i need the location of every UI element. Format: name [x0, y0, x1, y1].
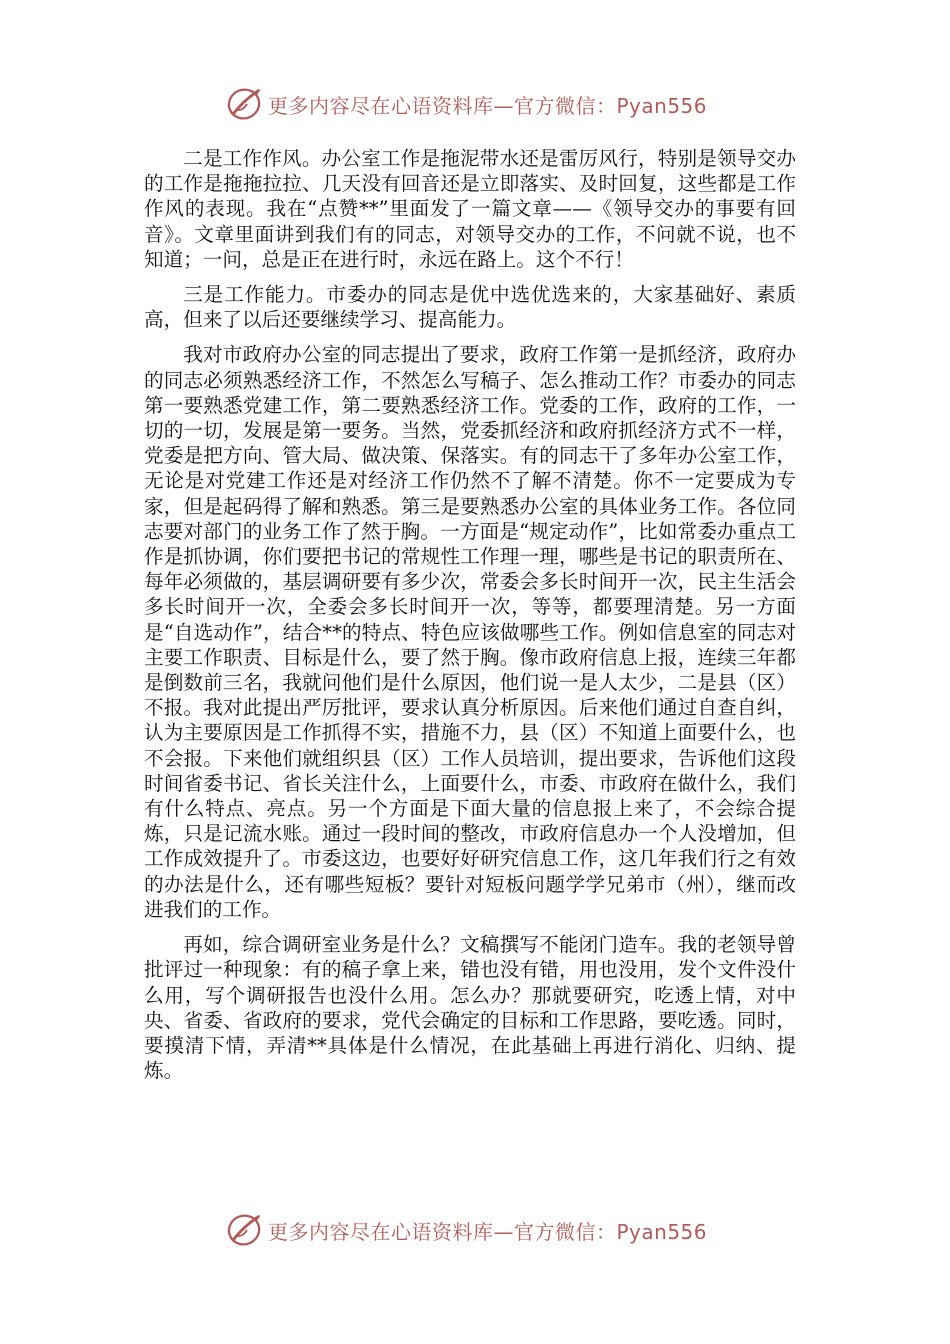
logo-icon: [226, 85, 264, 123]
document-body: [144, 146, 796, 1093]
paragraph-work-ability: 三是工作能力。市委办的同志是优中选优选来的，大家基础好、素质高，但来了以后还要继续学习、提高能力。: [144, 283, 796, 332]
logo-icon: [226, 1211, 264, 1249]
paragraph-research-office: 再如，综合调研室业务是什么？文稿撰写不能闭门造车。我的老领导曾批评过一种现象：有的稿子拿上来，错也没有错，用也没用，发个文件没什么用，写个调研报告也没什么用。怎么办？那就要研究，吃透上情，对中央、省委、省政府的要求，党代会确定的目标和工作思路，要吃透。同时，要摸清下情，弄清**具体是什么情况，在此基础上再进行消化、归纳、提炼。: [144, 933, 796, 1083]
paragraph-work-style: 二是工作作风。办公室工作是拖泥带水还是雷厉风行，特别是领导交办的工作是拖拖拉拉、几天没有回音还是立即落实、及时回复，这些都是工作作风的表现。我在“点赞**”里面发了一篇文章——《领导交办的事要有回音》。文章里面讲到我们有的同志，对领导交办的工作，不问就不说，也不知道；一问，总是正在进行时，永远在路上。这个不行！: [144, 147, 796, 271]
header-banner-text: 更多内容尽在心语资料库—官方微信：Pyan556: [268, 93, 708, 118]
footer-banner: [226, 1210, 746, 1250]
paragraph-requirements: 我对市政府办公室的同志提出了要求，政府工作第一是抓经济，政府办的同志必须熟悉经济工作，不然怎么写稿子、怎么推动工作？市委办的同志第一要熟悉党建工作，第二要熟悉经济工作。党委的工作，政府的工作，一切的一切，发展是第一要务。当然，党委抓经济和政府抓经济方式不一样，党委是把方向、管大局、做决策、保落实。有的同志干了多年办公室工作，无论是对党建工作还是对经济工作仍然不了解不清楚。你不一定要成为专家，但是起码得了解和熟悉。第三是要熟悉办公室的具体业务工作。各位同志要对部门的业务工作了然于胸。一方面是“规定动作”，比如常委办重点工作是抓协调，你们要把书记的常规性工作理一理，哪些是书记的职责所在、每年必须做的，基层调研要有多少次，常委会多长时间开一次，民主生活会多长时间开一次，全委会多长时间开一次，等等，都要理清楚。另一方面是“自选动作”，结合**的特点、特色应该做哪些工作。例如信息室的同志对主要工作职责、目标是什么，要了然于胸。像市政府信息上报，连续三年都是倒数前三名，我就问他们是什么原因，他们说一是人太少，二是县（区）不报。我对此提出严厉批评，要求认真分析原因。后来他们通过自查自纠，认为主要原因是工作抓得不实，措施不力，县（区）不知道上面要什么，也不会报。下来他们就组织县（区）工作人员培训，提出要求，告诉他们这段时间省委书记、省长关注什么，上面要什么，市委、市政府在做什么，我们有什么特点、亮点。另一个方面是下面大量的信息报上来了，不会综合提炼，只是记流水账。通过一段时间的整改，市政府信息办一个人没增加，但工作成效提升了。市委这边，也要好好研究信息工作，这几年我们行之有效的办法是什么，还有哪些短板？要针对短板问题学学兄弟市（州），继而改进我们的工作。: [144, 343, 796, 921]
header-banner: [226, 84, 746, 124]
footer-banner-text: 更多内容尽在心语资料库—官方微信：Pyan556: [268, 1219, 708, 1244]
